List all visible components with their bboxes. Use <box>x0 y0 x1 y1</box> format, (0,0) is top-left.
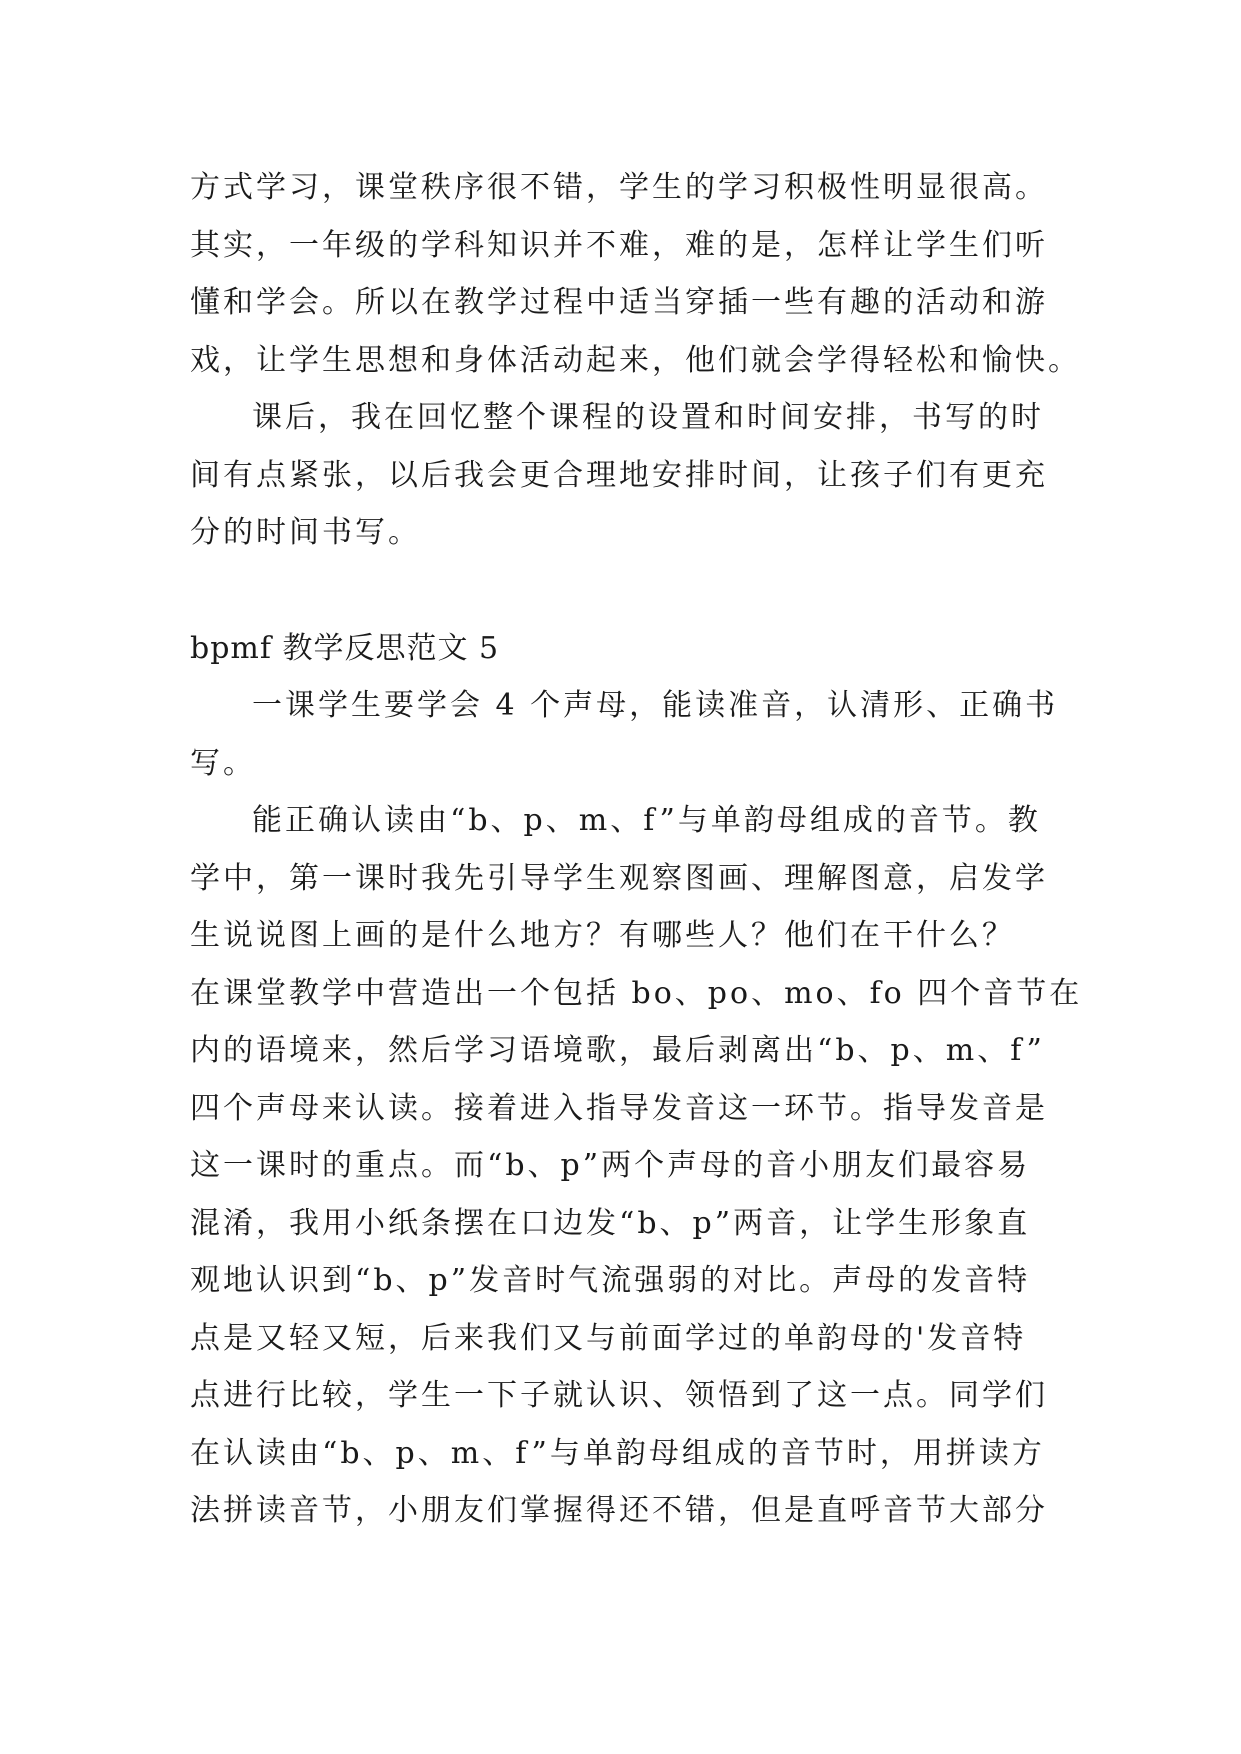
paragraph-line: 方式学习，课堂秩序很不错，学生的学习积极性明显很高。 <box>190 170 1048 205</box>
paragraph-line: 戏，让学生思想和身体活动起来，他们就会学得轻松和愉快。 <box>190 343 1081 378</box>
paragraph-line: 一课学生要学会 4 个声母，能读准音，认清形、正确书 <box>252 688 1059 723</box>
paragraph-line: 在认读由“b、p、m、f”与单韵母组成的音节时，用拼读方 <box>190 1436 1045 1471</box>
paragraph-line: 法拼读音节，小朋友们掌握得还不错，但是直呼音节大部分 <box>190 1493 1048 1528</box>
paragraph-line: 这一课时的重点。而“b、p”两个声母的音小朋友们最容易 <box>190 1148 1031 1183</box>
paragraph-line: 点进行比较，学生一下子就认识、领悟到了这一点。同学们 <box>190 1378 1048 1413</box>
paragraph-line: 其实，一年级的学科知识并不难，难的是，怎样让学生们听 <box>190 228 1048 263</box>
paragraph-line: 懂和学会。所以在教学过程中适当穿插一些有趣的活动和游 <box>190 285 1048 320</box>
section-heading: bpmf 教学反思范文 5 <box>190 631 500 666</box>
paragraph-line: 分的时间书写。 <box>190 515 421 550</box>
paragraph-line: 写。 <box>190 746 256 781</box>
paragraph-line: 学中，第一课时我先引导学生观察图画、理解图意，启发学 <box>190 861 1048 896</box>
paragraph-line: 课后，我在回忆整个课程的设置和时间安排，书写的时 <box>252 400 1044 435</box>
paragraph-line: 点是又轻又短，后来我们又与前面学过的单韵母的'发音特 <box>190 1321 1027 1356</box>
paragraph-line: 内的语境来，然后学习语境歌，最后剥离出“b、p、m、f” <box>190 1033 1045 1068</box>
paragraph-line: 在课堂教学中营造出一个包括 bo、po、mo、fo 四个音节在 <box>190 976 1083 1011</box>
paragraph-line: 能正确认读由“b、p、m、f”与单韵母组成的音节。教 <box>252 803 1041 838</box>
paragraph-line: 混淆，我用小纸条摆在口边发“b、p”两音，让学生形象直 <box>190 1206 1031 1241</box>
paragraph-line: 生说说图上画的是什么地方？有哪些人？他们在干什么？ <box>190 918 1015 953</box>
paragraph-line: 四个声母来认读。接着进入指导发音这一环节。指导发音是 <box>190 1091 1048 1126</box>
paragraph-line: 观地认识到“b、p”发音时气流强弱的对比。声母的发音特 <box>190 1263 1031 1298</box>
paragraph-line: 间有点紧张，以后我会更合理地安排时间，让孩子们有更充 <box>190 458 1048 493</box>
